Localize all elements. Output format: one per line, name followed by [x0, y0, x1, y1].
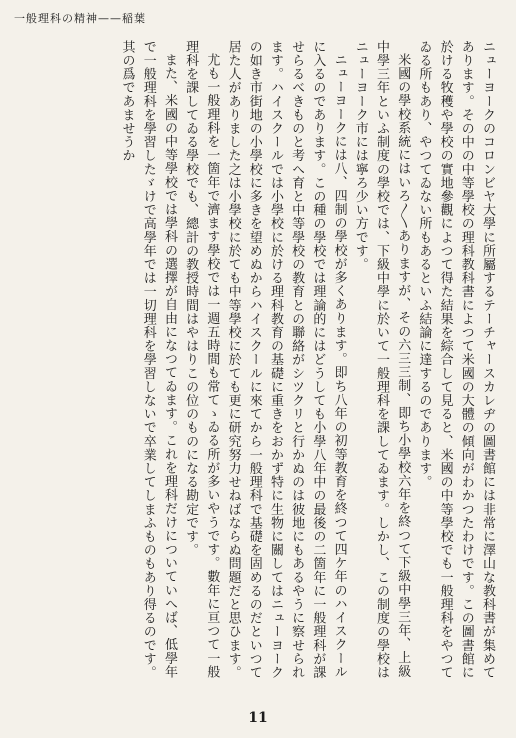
- body-text: [20, 40, 498, 690]
- paragraph-2: 米國の學校系統にはいろ〳〵ありますが、その六三三制、即ち小學校六年を終つて下級中學三年、上級中學三年といふ制度の學校では、下級中學に於いて一般理科を課してゐます。しかし、この制度の學校はニューヨーク市には寧ろ少い方です。: [352, 40, 411, 680]
- running-header: 一般理科の精神——稲葉: [14, 12, 146, 25]
- paragraph-3: ニューヨークには八、四制の學校が多くあります。即ち八年の初等教育を終つて四ケ年のハイスクールに入るのであります。この種の學校では理論的にはどうしても小學八年中の最後の二箇年に一般理科が課せらるべきものと考へ育と中等學校の教育との聯絡がシツクリと行かぬのは彼地にもあるやうに察せられます。ハイスクールでは小學校に於ける理科教育の基礎に重きをおかず特に生物に關してはニューヨークの如き市街地の小學校に多きを望めぬからハイスクールに來てから一般理科で基礎を固めるのだといつて居た人がありました之は小學校に於ても中等學校に於ても更に研究努力せねばならぬ問題だと思ひます。: [225, 40, 347, 680]
- paragraph-1: ニューヨークのコロンビヤ大學に所屬するテーチャースカレヂの圖書館には非常に澤山な教科書が集めてあります。その中の中等學校の理科教科書によつて米國の大體の傾向がわかつたわけです。この圖書館に於ける牧穫や學校の實地參觀によつて得た結果を綜合して見ると、米國の中等學校でも一般理科をやつてゐる所もあり、やつてゐない所もあるといふ結論に達するのであります。: [416, 40, 495, 680]
- paragraph-5: また、米國の中等學校では學科の選擇が自由になつてゐます。これを理科だけについていへば、低學年で一般理科を學習したゞけで高學年では一切理科を學習しないで卒業してしまふものもあり得るのです。其の爲であませうか: [119, 40, 177, 680]
- paragraph-4: 尤も一般理科を一箇年で濟ます學校では一週五時間も常てゝゐる所が多いやうです。數年に亘つて一般理科を課してゐる學校でも、總計の教授時間はやはりこの位のものになる勘定です。: [183, 40, 220, 679]
- page-number: 11: [248, 710, 268, 726]
